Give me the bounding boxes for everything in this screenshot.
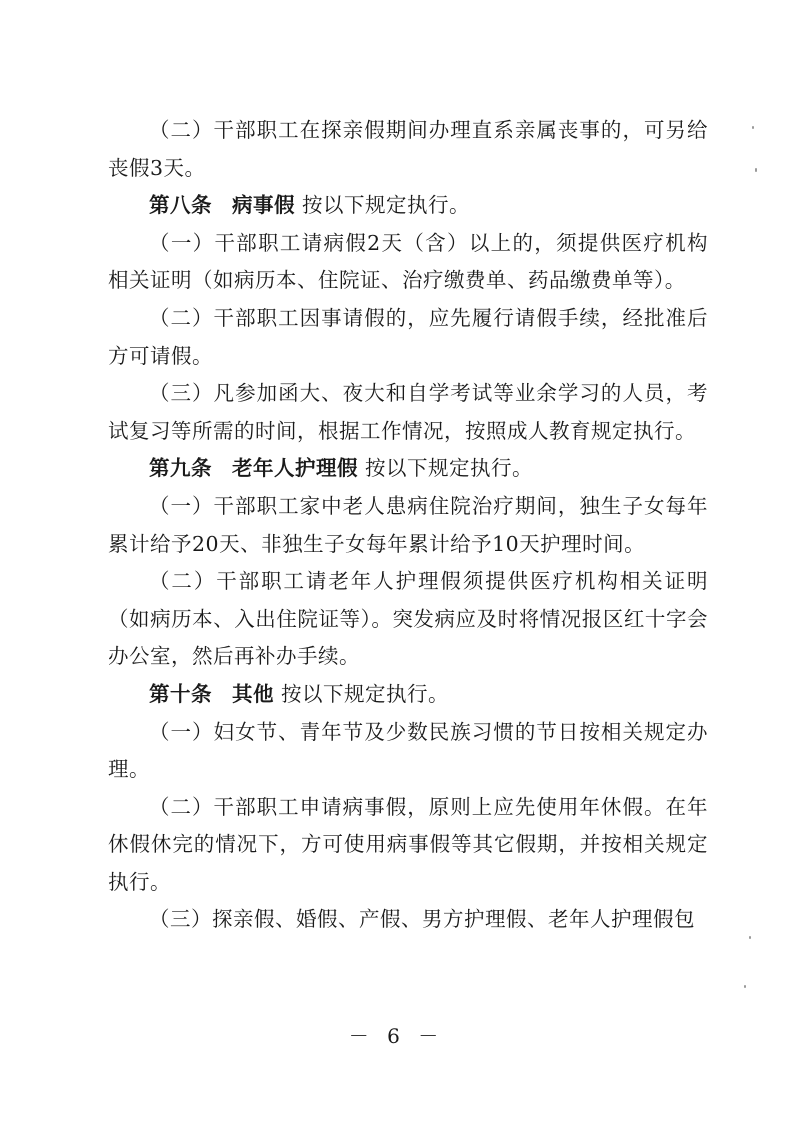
article-10-heading bbox=[108, 676, 708, 714]
paragraph-other-3 bbox=[108, 901, 708, 939]
article-text: 按以下规定执行。 bbox=[302, 193, 471, 218]
document-body bbox=[108, 112, 708, 939]
article-text: 按以下规定执行。 bbox=[365, 456, 534, 481]
paragraph-text: （二）干部职工因事请假的，应先履行请假手续，经批准后方可请假。 bbox=[108, 305, 708, 368]
paragraph-elder-care-1 bbox=[108, 488, 708, 563]
paragraph-funeral-leave bbox=[108, 112, 708, 187]
paragraph-other-2 bbox=[108, 789, 708, 902]
article-title: 其他 bbox=[232, 681, 274, 706]
scan-speck bbox=[744, 985, 746, 988]
paragraph-text: （三）凡参加函大、夜大和自学考试等业余学习的人员，考试复习等所需的时间，根据工作情况，按照成人教育规定执行。 bbox=[108, 381, 708, 443]
scan-speck bbox=[752, 126, 754, 129]
article-number: 第十条 bbox=[149, 681, 212, 706]
paragraph-elder-care-2 bbox=[108, 563, 708, 676]
scan-speck bbox=[749, 936, 751, 939]
article-8-heading bbox=[108, 187, 708, 225]
paragraph-sick-leave-2 bbox=[108, 300, 708, 375]
paragraph-sick-leave-3 bbox=[108, 375, 708, 450]
article-title: 老年人护理假 bbox=[232, 456, 358, 481]
paragraph-text: （一）干部职工家中老人患病住院治疗期间，独生子女每年累计给予20天、非独生子女每年累计给予10天护理时间。 bbox=[108, 493, 708, 556]
article-number: 第九条 bbox=[149, 456, 212, 481]
paragraph-text: （一）干部职工请病假2天（含）以上的，须提供医疗机构相关证明（如病历本、住院证、治疗缴费单、药品缴费单等）。 bbox=[108, 230, 708, 293]
paragraph-text: （二）干部职工申请病事假，原则上应先使用年休假。在年休假休完的情况下，方可使用病事假等其它假期，并按相关规定执行。 bbox=[108, 794, 708, 894]
article-text: 按以下规定执行。 bbox=[281, 681, 450, 706]
paragraph-text: （一）妇女节、青年节及少数民族习惯的节日按相关规定办理。 bbox=[108, 719, 708, 782]
paragraph-text: （二）干部职工在探亲假期间办理直系亲属丧事的，可另给丧假3天。 bbox=[108, 118, 708, 180]
paragraph-text: （二）干部职工请老年人护理假须提供医疗机构相关证明（如病历本、入出住院证等）。突发病应及时将情况报区红十字会办公室，然后再补办手续。 bbox=[108, 569, 708, 669]
paragraph-text: （三）探亲假、婚假、产假、男方护理假、老年人护理假包 bbox=[149, 907, 695, 932]
article-9-heading bbox=[108, 450, 708, 488]
article-title: 病事假 bbox=[232, 193, 295, 218]
page-number: － 6 － bbox=[348, 1024, 445, 1048]
paragraph-other-1 bbox=[108, 714, 708, 789]
scan-speck bbox=[755, 168, 757, 172]
paragraph-sick-leave-1 bbox=[108, 225, 708, 300]
article-number: 第八条 bbox=[149, 193, 212, 218]
